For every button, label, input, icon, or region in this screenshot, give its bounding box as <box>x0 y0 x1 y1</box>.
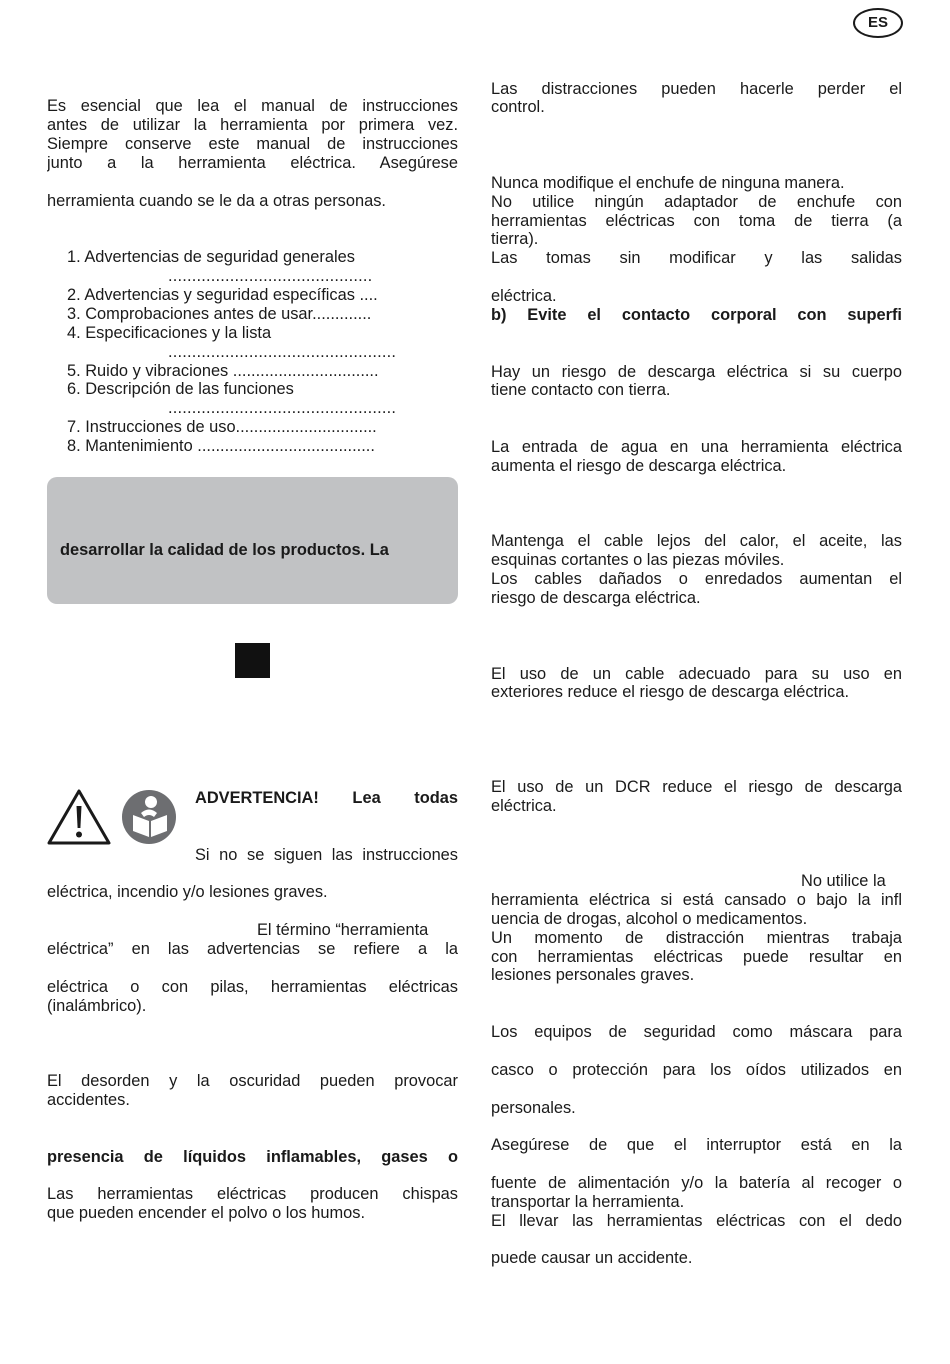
body-line: aumenta el riesgo de descarga eléctrica. <box>491 457 787 475</box>
body-line: personales. <box>491 1099 576 1117</box>
body-line: El uso de un cable adecuado para su uso en <box>491 665 902 683</box>
body-line: lesiones personales graves. <box>491 966 695 984</box>
body-line: Las tomas sin modificar y las salidas <box>491 249 902 267</box>
body-line: La entrada de agua en una herramienta eléctrica <box>491 438 902 456</box>
language-badge: ES <box>853 8 903 38</box>
body-line: eléctrica. <box>491 287 557 305</box>
intro-line: antes de utilizar la herramienta por primera vez. <box>47 116 458 134</box>
intro-line: herramienta cuando se le da a otras personas. <box>47 192 386 210</box>
body-line: puede causar un accidente. <box>491 1249 693 1267</box>
intro-line: junto a la herramienta eléctrica. Asegúrese <box>47 154 458 172</box>
warning-line: eléctrica, incendio y/o lesiones graves. <box>47 883 328 901</box>
read-manual-icon <box>121 789 177 850</box>
body-line: tierra). <box>491 230 539 248</box>
toc-item: 1. Advertencias de seguridad generales <box>67 248 355 266</box>
toc-item: 5. Ruido y vibraciones ................................ <box>67 362 379 380</box>
body-line: uencia de drogas, alcohol o medicamentos. <box>491 910 808 928</box>
body-line: Asegúrese de que el interruptor está en la <box>491 1136 902 1154</box>
toc-item: 7. Instrucciones de uso............................... <box>67 418 377 436</box>
body-line-bold: b) Evite el contacto corporal con superfi <box>491 306 902 324</box>
intro-line: Siempre conserve este manual de instrucciones <box>47 135 458 153</box>
body-line: El uso de un DCR reduce el riesgo de descarga <box>491 778 902 796</box>
notice-box <box>47 477 458 604</box>
notice-text: desarrollar la calidad de los productos. La <box>60 541 389 559</box>
body-line: accidentes. <box>47 1091 130 1109</box>
toc-dots: ........................................... <box>168 267 373 285</box>
body-line: esquinas cortantes o las piezas móviles. <box>491 551 785 569</box>
toc-item: 8. Mantenimiento ....................................... <box>67 437 375 455</box>
body-line: Mantenga el cable lejos del calor, el aceite, las <box>491 532 902 550</box>
warning-line: (inalámbrico). <box>47 997 147 1015</box>
body-line: Las herramientas eléctricas producen chispas <box>47 1185 458 1203</box>
toc-item: 6. Descripción de las funciones <box>67 380 294 398</box>
warning-title: ADVERTENCIA! Lea todas <box>195 789 458 807</box>
black-square <box>235 643 270 678</box>
body-line: riesgo de descarga eléctrica. <box>491 589 701 607</box>
body-line: Nunca modifique el enchufe de ninguna manera. <box>491 174 845 192</box>
body-line: Hay un riesgo de descarga eléctrica si su cuerpo <box>491 363 902 381</box>
body-line: herramientas eléctricas con toma de tierra (a <box>491 212 902 230</box>
body-line: exteriores reduce el riesgo de descarga eléctrica. <box>491 683 850 701</box>
body-line: Los equipos de seguridad como máscara para <box>491 1023 902 1041</box>
body-line: El llevar las herramientas eléctricas con el dedo <box>491 1212 902 1230</box>
toc-dots: ................................................ <box>168 343 397 361</box>
body-line: casco o protección para los oídos utilizados en <box>491 1061 902 1079</box>
warning-line: eléctrica o con pilas, herramientas eléctricas <box>47 978 458 996</box>
body-line: Un momento de distracción mientras trabaja <box>491 929 902 947</box>
body-line: con herramientas eléctricas puede resultar en <box>491 948 902 966</box>
toc-item: 2. Advertencias y seguridad específicas .... <box>67 286 378 304</box>
body-line: tiene contacto con tierra. <box>491 381 671 399</box>
body-line: Las distracciones pueden hacerle perder el <box>491 80 902 98</box>
intro-line: Es esencial que lea el manual de instrucciones <box>47 97 458 115</box>
warning-line: Si no se siguen las instrucciones <box>195 846 458 864</box>
body-line: No utilice ningún adaptador de enchufe con <box>491 193 902 211</box>
body-line: herramienta eléctrica si está cansado o bajo la infl <box>491 891 902 909</box>
toc-item: 4. Especificaciones y la lista <box>67 324 272 342</box>
body-line: transportar la herramienta. <box>491 1193 685 1211</box>
warning-triangle-icon <box>46 788 112 851</box>
toc-dots: ................................................ <box>168 399 397 417</box>
body-line: Los cables dañados o enredados aumentan el <box>491 570 902 588</box>
warning-line: eléctrica” en las advertencias se refiere a la <box>47 940 458 958</box>
body-line: fuente de alimentación y/o la batería al recoger o <box>491 1174 902 1192</box>
body-line: El desorden y la oscuridad pueden provocar <box>47 1072 458 1090</box>
body-line-bold: presencia de líquidos inflamables, gases o <box>47 1148 458 1166</box>
body-line: No utilice la <box>801 872 886 890</box>
warning-line: El término “herramienta <box>257 921 429 939</box>
body-line: control. <box>491 98 545 116</box>
body-line: eléctrica. <box>491 797 557 815</box>
toc-item: 3. Comprobaciones antes de usar............. <box>67 305 372 323</box>
body-line: que pueden encender el polvo o los humos. <box>47 1204 366 1222</box>
